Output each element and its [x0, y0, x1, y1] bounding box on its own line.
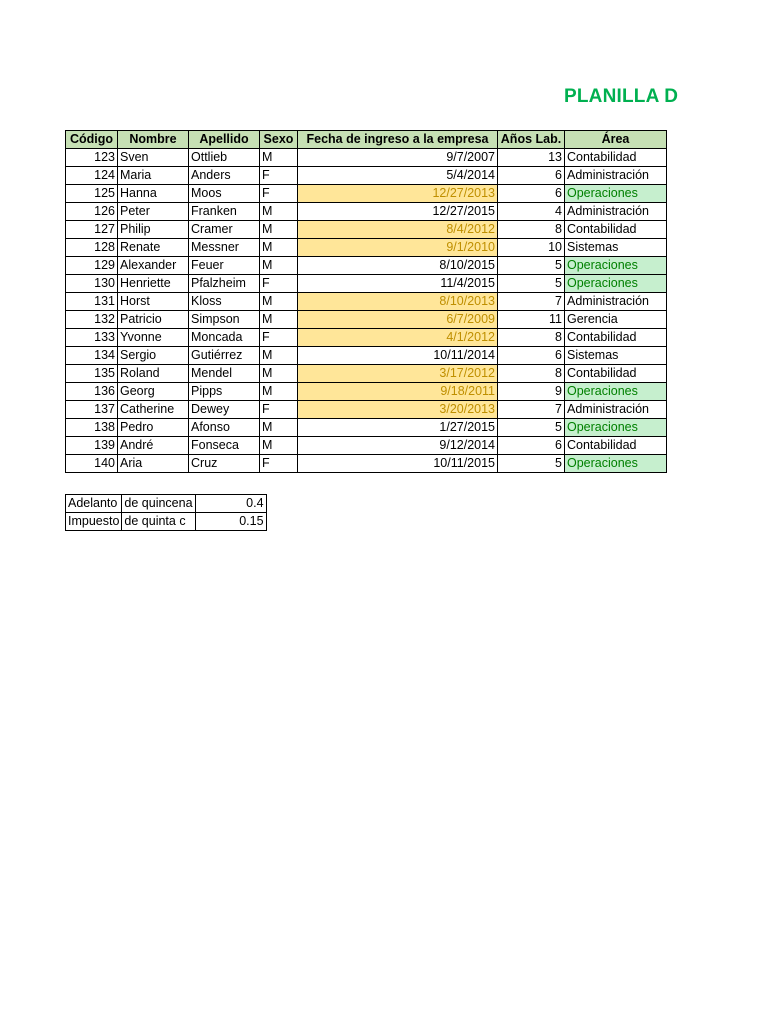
- cell-anios-lab[interactable]: 4: [498, 203, 565, 221]
- cell-anios-lab[interactable]: 13: [498, 149, 565, 167]
- cell-anios-lab[interactable]: 9: [498, 383, 565, 401]
- cell-sexo[interactable]: M: [260, 293, 298, 311]
- parameter-rows: [66, 495, 267, 531]
- table-row: [66, 149, 667, 167]
- cell-apellido[interactable]: Moncada: [189, 329, 260, 347]
- cell-codigo[interactable]: 135: [66, 365, 118, 383]
- cell-apellido[interactable]: Afonso: [189, 419, 260, 437]
- table-row: [66, 329, 667, 347]
- cell-sexo[interactable]: M: [260, 383, 298, 401]
- cell-fecha-ingreso[interactable]: 8/10/2013: [298, 293, 498, 311]
- cell-nombre[interactable]: Peter: [118, 203, 189, 221]
- cell-apellido[interactable]: Kloss: [189, 293, 260, 311]
- cell-nombre[interactable]: Sven: [118, 149, 189, 167]
- cell-apellido[interactable]: Dewey: [189, 401, 260, 419]
- cell-sexo[interactable]: F: [260, 185, 298, 203]
- cell-apellido[interactable]: Pipps: [189, 383, 260, 401]
- cell-anios-lab[interactable]: 5: [498, 257, 565, 275]
- param-value[interactable]: 0.4: [195, 495, 266, 513]
- cell-nombre[interactable]: Pedro: [118, 419, 189, 437]
- header-fecha-ingreso[interactable]: Fecha de ingreso a la empresa: [298, 131, 498, 149]
- cell-nombre[interactable]: Henriette: [118, 275, 189, 293]
- cell-nombre[interactable]: Philip: [118, 221, 189, 239]
- param-label-part-1[interactable]: Impuesto: [66, 513, 122, 531]
- cell-codigo[interactable]: 131: [66, 293, 118, 311]
- table-row: [66, 203, 667, 221]
- table-row: [66, 437, 667, 455]
- cell-area[interactable]: Administración: [565, 167, 667, 185]
- cell-anios-lab[interactable]: 10: [498, 239, 565, 257]
- parameters-table: [65, 494, 267, 531]
- cell-area[interactable]: Operaciones: [565, 419, 667, 437]
- table-row: [66, 383, 667, 401]
- table-row: [66, 347, 667, 365]
- cell-codigo[interactable]: 132: [66, 311, 118, 329]
- cell-anios-lab[interactable]: 7: [498, 401, 565, 419]
- cell-codigo[interactable]: 133: [66, 329, 118, 347]
- cell-apellido[interactable]: Ottlieb: [189, 149, 260, 167]
- header-nombre[interactable]: Nombre: [118, 131, 189, 149]
- cell-apellido[interactable]: Franken: [189, 203, 260, 221]
- cell-nombre[interactable]: Horst: [118, 293, 189, 311]
- cell-sexo[interactable]: M: [260, 257, 298, 275]
- cell-codigo[interactable]: 127: [66, 221, 118, 239]
- table-row: [66, 293, 667, 311]
- cell-anios-lab[interactable]: 11: [498, 311, 565, 329]
- cell-area[interactable]: Contabilidad: [565, 221, 667, 239]
- cell-fecha-ingreso[interactable]: 11/4/2015: [298, 275, 498, 293]
- cell-anios-lab[interactable]: 6: [498, 167, 565, 185]
- cell-codigo[interactable]: 137: [66, 401, 118, 419]
- table-row: [66, 275, 667, 293]
- param-label-part-2[interactable]: de quincena: [122, 495, 195, 513]
- cell-nombre[interactable]: Yvonne: [118, 329, 189, 347]
- header-sexo[interactable]: Sexo: [260, 131, 298, 149]
- cell-area[interactable]: Contabilidad: [565, 149, 667, 167]
- cell-area[interactable]: Operaciones: [565, 185, 667, 203]
- cell-fecha-ingreso[interactable]: 10/11/2014: [298, 347, 498, 365]
- cell-sexo[interactable]: F: [260, 401, 298, 419]
- cell-sexo[interactable]: F: [260, 275, 298, 293]
- cell-anios-lab[interactable]: 6: [498, 347, 565, 365]
- header-codigo[interactable]: Código: [66, 131, 118, 149]
- cell-area[interactable]: Contabilidad: [565, 365, 667, 383]
- cell-sexo[interactable]: M: [260, 437, 298, 455]
- param-value[interactable]: 0.15: [195, 513, 266, 531]
- cell-apellido[interactable]: Mendel: [189, 365, 260, 383]
- cell-fecha-ingreso[interactable]: 8/4/2012: [298, 221, 498, 239]
- table-row: [66, 257, 667, 275]
- cell-sexo[interactable]: M: [260, 239, 298, 257]
- cell-nombre[interactable]: Sergio: [118, 347, 189, 365]
- cell-anios-lab[interactable]: 5: [498, 455, 565, 473]
- table-row: [66, 455, 667, 473]
- header-apellido[interactable]: Apellido: [189, 131, 260, 149]
- cell-fecha-ingreso[interactable]: 10/11/2015: [298, 455, 498, 473]
- cell-fecha-ingreso[interactable]: 8/10/2015: [298, 257, 498, 275]
- parameter-row: [66, 495, 267, 513]
- cell-nombre[interactable]: Alexander: [118, 257, 189, 275]
- cell-codigo[interactable]: 123: [66, 149, 118, 167]
- cell-fecha-ingreso[interactable]: 9/18/2011: [298, 383, 498, 401]
- cell-fecha-ingreso[interactable]: 12/27/2013: [298, 185, 498, 203]
- cell-sexo[interactable]: F: [260, 329, 298, 347]
- cell-nombre[interactable]: Catherine: [118, 401, 189, 419]
- cell-area[interactable]: Sistemas: [565, 347, 667, 365]
- cell-sexo[interactable]: M: [260, 221, 298, 239]
- cell-anios-lab[interactable]: 7: [498, 293, 565, 311]
- cell-nombre[interactable]: Georg: [118, 383, 189, 401]
- cell-codigo[interactable]: 134: [66, 347, 118, 365]
- cell-nombre[interactable]: Hanna: [118, 185, 189, 203]
- cell-anios-lab[interactable]: 6: [498, 437, 565, 455]
- header-area[interactable]: Área: [565, 131, 667, 149]
- cell-nombre[interactable]: André: [118, 437, 189, 455]
- cell-apellido[interactable]: Simpson: [189, 311, 260, 329]
- cell-codigo[interactable]: 136: [66, 383, 118, 401]
- param-label-part-1[interactable]: Adelanto: [66, 495, 122, 513]
- cell-codigo[interactable]: 125: [66, 185, 118, 203]
- cell-sexo[interactable]: M: [260, 311, 298, 329]
- cell-anios-lab[interactable]: 6: [498, 185, 565, 203]
- cell-area[interactable]: Gerencia: [565, 311, 667, 329]
- cell-area[interactable]: Operaciones: [565, 257, 667, 275]
- cell-codigo[interactable]: 139: [66, 437, 118, 455]
- cell-area[interactable]: Administración: [565, 203, 667, 221]
- cell-codigo[interactable]: 129: [66, 257, 118, 275]
- cell-area[interactable]: Contabilidad: [565, 329, 667, 347]
- cell-fecha-ingreso[interactable]: 3/17/2012: [298, 365, 498, 383]
- table-row: [66, 185, 667, 203]
- parameter-row: [66, 513, 267, 531]
- table-row: [66, 311, 667, 329]
- cell-area[interactable]: Sistemas: [565, 239, 667, 257]
- cell-fecha-ingreso[interactable]: 9/12/2014: [298, 437, 498, 455]
- cell-fecha-ingreso[interactable]: 6/7/2009: [298, 311, 498, 329]
- cell-fecha-ingreso[interactable]: 9/7/2007: [298, 149, 498, 167]
- cell-sexo[interactable]: M: [260, 419, 298, 437]
- cell-sexo[interactable]: M: [260, 203, 298, 221]
- cell-apellido[interactable]: Gutiérrez: [189, 347, 260, 365]
- table-row: [66, 419, 667, 437]
- cell-area[interactable]: Administración: [565, 401, 667, 419]
- cell-nombre[interactable]: Maria: [118, 167, 189, 185]
- cell-codigo[interactable]: 138: [66, 419, 118, 437]
- cell-anios-lab[interactable]: 8: [498, 329, 565, 347]
- cell-codigo[interactable]: 124: [66, 167, 118, 185]
- table-row: [66, 221, 667, 239]
- param-label-part-2[interactable]: de quinta c: [122, 513, 195, 531]
- cell-apellido[interactable]: Cramer: [189, 221, 260, 239]
- cell-anios-lab[interactable]: 8: [498, 365, 565, 383]
- cell-codigo[interactable]: 130: [66, 275, 118, 293]
- header-row: [66, 131, 667, 149]
- table-row: [66, 365, 667, 383]
- cell-fecha-ingreso[interactable]: 12/27/2015: [298, 203, 498, 221]
- cell-nombre[interactable]: Roland: [118, 365, 189, 383]
- cell-fecha-ingreso[interactable]: 9/1/2010: [298, 239, 498, 257]
- cell-area[interactable]: Administración: [565, 293, 667, 311]
- table-row: [66, 239, 667, 257]
- cell-apellido[interactable]: Messner: [189, 239, 260, 257]
- cell-fecha-ingreso[interactable]: 4/1/2012: [298, 329, 498, 347]
- cell-sexo[interactable]: M: [260, 347, 298, 365]
- cell-fecha-ingreso[interactable]: 1/27/2015: [298, 419, 498, 437]
- cell-fecha-ingreso[interactable]: 3/20/2013: [298, 401, 498, 419]
- cell-nombre[interactable]: Patricio: [118, 311, 189, 329]
- header-anios-lab[interactable]: Años Lab.: [498, 131, 565, 149]
- cell-area[interactable]: Operaciones: [565, 275, 667, 293]
- cell-nombre[interactable]: Renate: [118, 239, 189, 257]
- cell-apellido[interactable]: Moos: [189, 185, 260, 203]
- cell-codigo[interactable]: 140: [66, 455, 118, 473]
- cell-codigo[interactable]: 126: [66, 203, 118, 221]
- cell-anios-lab[interactable]: 5: [498, 275, 565, 293]
- cell-area[interactable]: Contabilidad: [565, 437, 667, 455]
- cell-nombre[interactable]: Aria: [118, 455, 189, 473]
- employee-rows: [66, 149, 667, 473]
- cell-apellido[interactable]: Cruz: [189, 455, 260, 473]
- cell-sexo[interactable]: F: [260, 167, 298, 185]
- cell-area[interactable]: Operaciones: [565, 383, 667, 401]
- cell-sexo[interactable]: M: [260, 149, 298, 167]
- cell-anios-lab[interactable]: 5: [498, 419, 565, 437]
- cell-apellido[interactable]: Anders: [189, 167, 260, 185]
- sheet-title: PLANILLA D: [564, 86, 679, 107]
- cell-sexo[interactable]: M: [260, 365, 298, 383]
- table-row: [66, 401, 667, 419]
- cell-area[interactable]: Operaciones: [565, 455, 667, 473]
- cell-codigo[interactable]: 128: [66, 239, 118, 257]
- cell-apellido[interactable]: Pfalzheim: [189, 275, 260, 293]
- cell-apellido[interactable]: Fonseca: [189, 437, 260, 455]
- table-row: [66, 167, 667, 185]
- cell-anios-lab[interactable]: 8: [498, 221, 565, 239]
- employee-table: [65, 130, 667, 473]
- cell-fecha-ingreso[interactable]: 5/4/2014: [298, 167, 498, 185]
- cell-apellido[interactable]: Feuer: [189, 257, 260, 275]
- cell-sexo[interactable]: F: [260, 455, 298, 473]
